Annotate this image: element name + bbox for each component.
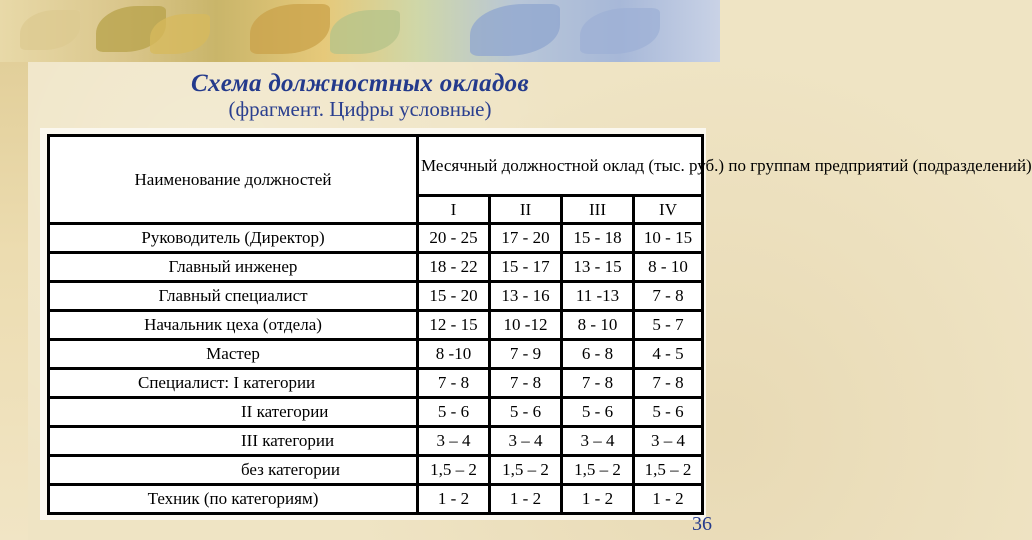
table-row xyxy=(49,340,703,369)
group-header-1: I xyxy=(418,196,490,224)
position-name: Главный инженер xyxy=(49,253,418,282)
position-name: III категории xyxy=(49,427,418,456)
salary-cell: 11 -13 xyxy=(562,282,634,311)
table-row xyxy=(49,224,703,253)
salary-cell: 13 - 15 xyxy=(562,253,634,282)
salary-cell: 8 - 10 xyxy=(562,311,634,340)
slide-title: Схема должностных окладов xyxy=(191,70,529,97)
salary-cell: 1 - 2 xyxy=(634,485,703,514)
leaf-decoration xyxy=(20,10,80,50)
salary-cell: 1 - 2 xyxy=(562,485,634,514)
salary-cell: 6 - 8 xyxy=(562,340,634,369)
salary-cell: 1,5 – 2 xyxy=(490,456,562,485)
salary-cell: 8 - 10 xyxy=(634,253,703,282)
slide-subtitle: (фрагмент. Цифры условные) xyxy=(228,97,492,121)
salary-cell: 3 – 4 xyxy=(562,427,634,456)
salary-cell: 5 - 7 xyxy=(634,311,703,340)
salary-cell: 5 - 6 xyxy=(490,398,562,427)
salary-cell: 12 - 15 xyxy=(418,311,490,340)
salary-cell: 1,5 – 2 xyxy=(418,456,490,485)
salary-cell: 20 - 25 xyxy=(418,224,490,253)
salary-cell: 15 - 20 xyxy=(418,282,490,311)
table-row xyxy=(49,485,703,514)
leaf-decoration xyxy=(330,10,400,54)
salary-cell: 17 - 20 xyxy=(490,224,562,253)
salary-cell: 13 - 16 xyxy=(490,282,562,311)
salary-cell: 7 - 9 xyxy=(490,340,562,369)
decorative-banner xyxy=(0,0,720,62)
group-header-4: IV xyxy=(634,196,703,224)
salary-cell: 1 - 2 xyxy=(490,485,562,514)
salary-cell: 7 - 8 xyxy=(490,369,562,398)
salary-table xyxy=(47,134,1032,515)
position-name: без категории xyxy=(49,456,418,485)
table-row xyxy=(49,311,703,340)
table-row xyxy=(49,398,703,427)
salary-cell: 4 - 5 xyxy=(634,340,703,369)
table-row xyxy=(49,369,703,398)
table-row xyxy=(49,253,703,282)
salary-cell: 7 - 8 xyxy=(634,282,703,311)
position-name: Техник (по категориям) xyxy=(49,485,418,514)
position-name: II категории xyxy=(49,398,418,427)
position-name: Начальник цеха (отдела) xyxy=(49,311,418,340)
salary-cell: 5 - 6 xyxy=(562,398,634,427)
table-row xyxy=(49,427,703,456)
salary-cell: 1 - 2 xyxy=(418,485,490,514)
salary-cell: 5 - 6 xyxy=(418,398,490,427)
salary-cell: 10 -12 xyxy=(490,311,562,340)
salary-cell: 7 - 8 xyxy=(418,369,490,398)
salary-cell: 3 – 4 xyxy=(418,427,490,456)
group-header-3: III xyxy=(562,196,634,224)
salary-cell: 8 -10 xyxy=(418,340,490,369)
salary-group-header: Месячный должностной оклад (тыс. руб.) по группам предприятий (подразделений) xyxy=(418,136,703,196)
position-name: Руководитель (Директор) xyxy=(49,224,418,253)
salary-cell: 10 - 15 xyxy=(634,224,703,253)
salary-cell: 15 - 17 xyxy=(490,253,562,282)
salary-cell: 5 - 6 xyxy=(634,398,703,427)
salary-cell: 15 - 18 xyxy=(562,224,634,253)
salary-cell: 7 - 8 xyxy=(634,369,703,398)
table-row xyxy=(49,456,703,485)
table-row xyxy=(49,282,703,311)
position-name-header: Наименование должностей xyxy=(49,136,418,224)
position-name: Специалист: I категории xyxy=(49,369,418,398)
group-header-2: II xyxy=(490,196,562,224)
salary-cell: 3 – 4 xyxy=(634,427,703,456)
leaf-decoration xyxy=(580,8,660,54)
salary-cell: 1,5 – 2 xyxy=(634,456,703,485)
position-name: Главный специалист xyxy=(49,282,418,311)
salary-cell: 3 – 4 xyxy=(490,427,562,456)
position-name: Мастер xyxy=(49,340,418,369)
table-header-row xyxy=(49,136,703,196)
salary-cell: 7 - 8 xyxy=(562,369,634,398)
leaf-decoration xyxy=(470,4,560,56)
decorative-side-strip xyxy=(0,62,28,540)
salary-cell: 18 - 22 xyxy=(418,253,490,282)
page-number: 36 xyxy=(692,513,712,535)
salary-cell: 1,5 – 2 xyxy=(562,456,634,485)
leaf-decoration xyxy=(250,4,330,54)
